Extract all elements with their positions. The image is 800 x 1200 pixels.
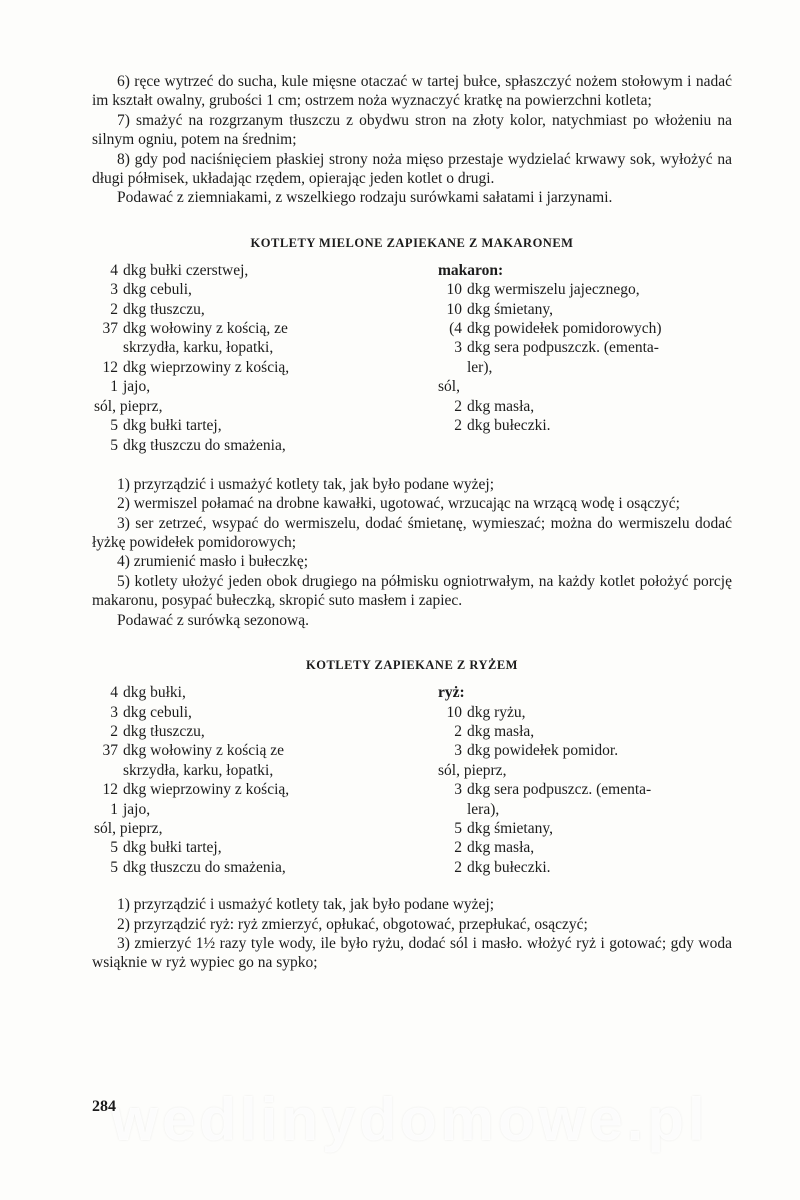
ingredient-item: 10 dkg śmietany, xyxy=(446,300,553,318)
ingredient-item: 5 dkg tłuszczu do smażenia, xyxy=(110,436,286,454)
step-paragraph: 6) ręce wytrzeć do sucha, kule mięsne otaczać w tartej bułce, spłaszczyć nożem stołowym i nadać im kształt owalny, grubości 1 cm; ostrzem noża wyznaczyć kratkę na powierzchni kotleta; xyxy=(92,73,732,110)
step-paragraph: 5) kotlety ułożyć jeden obok drugiego na półmisku ogniotrwałym, na każdy kotlet położyć porcję makaronu, posypać bułeczką, skropić suto masłem i zapiec. xyxy=(92,572,732,610)
ingredient-item: 2 dkg tłuszczu, xyxy=(110,722,205,740)
ingredients-left-column xyxy=(94,683,384,877)
ingredient-item: 2 dkg tłuszczu, xyxy=(110,300,205,318)
page-number: 284 xyxy=(92,1098,116,1115)
ingredient-item: 1 jajo, xyxy=(110,378,151,396)
ingredient-item: sól, pieprz, xyxy=(94,397,163,415)
ingredients-left-column xyxy=(94,261,384,455)
ingredient-item: lera), xyxy=(467,800,500,818)
ingredient-item: 3 dkg sera podpuszczk. (ementa- xyxy=(454,339,659,357)
step-paragraph: 2) wermiszel połamać na drobne kawałki, ugotować, wrzucając na wrzącą wodę i osączyć; xyxy=(117,495,680,513)
serving-note: Podawać z surówką sezonową. xyxy=(117,611,309,629)
step-paragraph: 1) przyrządzić i usmażyć kotlety tak, jak było podane wyżej; xyxy=(117,896,495,914)
step-paragraph: 2) przyrządzić ryż: ryż zmierzyć, opłukać, obgotować, przepłukać, osączyć; xyxy=(117,915,588,933)
ingredient-item: 2 dkg masła, xyxy=(454,722,535,740)
ingredient-list xyxy=(92,261,732,457)
ingredient-item: 4 dkg bułki czerstwej, xyxy=(110,261,249,279)
book-page xyxy=(92,72,732,973)
ingredient-group-label: makaron: xyxy=(438,261,504,279)
ingredient-item: 37 dkg wołowiny z kością ze xyxy=(102,742,284,760)
ingredient-item: 12 dkg wieprzowiny z kością, xyxy=(102,358,290,376)
ingredient-item: 5 dkg tłuszczu do smażenia, xyxy=(110,858,286,876)
ingredient-item: 5 dkg bułki tartej, xyxy=(110,839,222,857)
ingredients-right-column xyxy=(438,683,738,877)
ingredient-item: sól, pieprz, xyxy=(438,761,507,779)
serving-note: Podawać z ziemniakami, z wszelkiego rodzaju surówkami sałatami i jarzynami. xyxy=(117,189,613,207)
step-paragraph: 4) zrumienić masło i bułeczkę; xyxy=(117,553,309,571)
ingredient-item: skrzydła, karku, łopatki, xyxy=(123,339,274,357)
ingredient-item: 3 dkg powidełek pomidor. xyxy=(454,742,619,760)
ingredient-item: sól, xyxy=(438,378,460,396)
ingredient-item: 3 dkg cebuli, xyxy=(110,281,192,299)
ingredient-item: 10 dkg ryżu, xyxy=(446,703,526,721)
ingredient-item: 3 dkg cebuli, xyxy=(110,703,192,721)
ingredient-item: 3 dkg sera podpuszcz. (ementa- xyxy=(454,781,652,799)
intro-section xyxy=(92,72,732,208)
ingredient-item: (4 dkg powidełek pomidorowych) xyxy=(449,320,662,338)
recipe-steps xyxy=(92,895,732,973)
ingredient-list xyxy=(92,683,732,879)
step-paragraph: 7) smażyć na rozgrzanym tłuszczu z obydwu stron na złoty kolor, natychmiast po włożeniu na silnym ogniu, potem na średnim; xyxy=(92,111,732,149)
ingredient-item: 2 dkg bułeczki. xyxy=(454,858,551,876)
ingredient-item: ler), xyxy=(467,358,493,376)
recipe-title: KOTLETY ZAPIEKANE Z RYŻEM xyxy=(306,658,518,673)
ingredient-item: 12 dkg wieprzowiny z kością, xyxy=(102,781,290,799)
ingredient-item: 10 dkg wermiszelu jajecznego, xyxy=(446,281,640,299)
step-paragraph: 1) przyrządzić i usmażyć kotlety tak, jak było podane wyżej; xyxy=(117,475,495,493)
ingredient-item: 2 dkg masła, xyxy=(454,397,535,415)
ingredient-item: 5 dkg śmietany, xyxy=(454,819,553,837)
ingredient-item: 5 dkg bułki tartej, xyxy=(110,417,222,435)
ingredient-item: 2 dkg masła, xyxy=(454,839,535,857)
step-paragraph: 8) gdy pod naciśnięciem płaskiej strony noża mięso przestaje wydzielać krwawy sok, wyłożyć na długi półmisek, układając rzędem, opierając jeden kotlet o drugi. xyxy=(92,150,732,188)
ingredients-right-column xyxy=(438,261,738,436)
recipe-steps xyxy=(92,475,732,630)
ingredient-item: 4 dkg bułki, xyxy=(110,684,186,702)
ingredient-item: skrzydła, karku, łopatki, xyxy=(123,761,274,779)
watermark: wedlinydomowe.pl xyxy=(111,1086,709,1153)
ingredient-item: sól, pieprz, xyxy=(94,819,163,837)
step-paragraph: 3) ser zetrzeć, wsypać do wermiszelu, dodać śmietanę, wymieszać; można do wermiszelu dodać łyżkę powidełek pomidorowych; xyxy=(92,514,732,552)
ingredient-item: 37 dkg wołowiny z kością, ze xyxy=(102,320,288,338)
recipe-title: KOTLETY MIELONE ZAPIEKANE Z MAKARONEM xyxy=(250,235,574,250)
ingredient-group-label: ryż: xyxy=(438,684,465,702)
step-paragraph: 3) zmierzyć 1½ razy tyle wody, ile było ryżu, dodać sól i masło. włożyć ryż i gotować; gdy woda wsiąknie w ryż wypiec go na sypko; xyxy=(92,934,732,972)
ingredient-item: 1 jajo, xyxy=(110,800,151,818)
ingredient-item: 2 dkg bułeczki. xyxy=(454,417,551,435)
